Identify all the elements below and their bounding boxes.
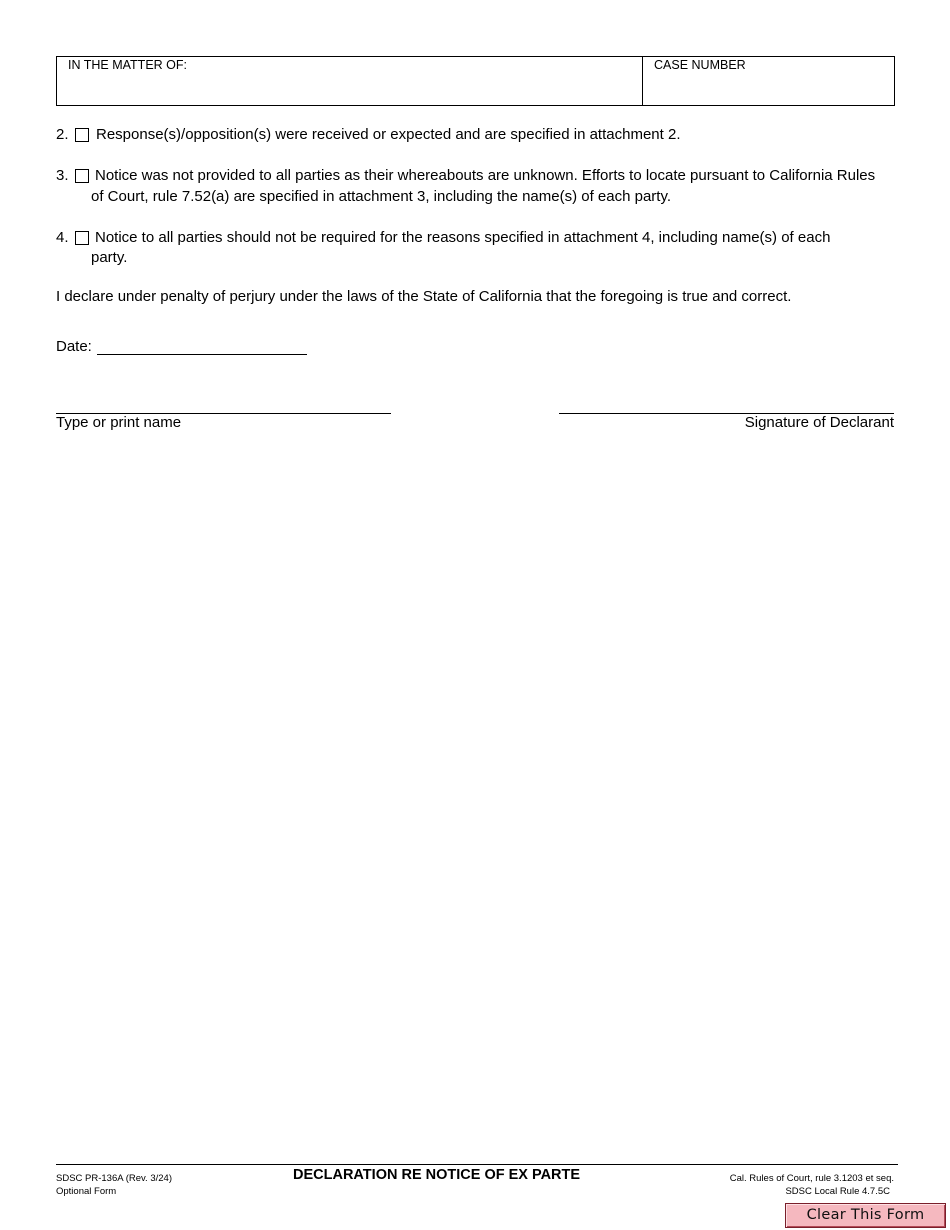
form-type: Optional Form — [56, 1186, 117, 1197]
item-4-text-line2: party. — [91, 249, 128, 266]
name-label: Type or print name — [56, 414, 182, 431]
item-2-checkbox[interactable] — [75, 128, 89, 142]
date-label: Date: — [56, 338, 92, 355]
case-number-field[interactable] — [645, 74, 891, 102]
case-number-label: CASE NUMBER — [654, 58, 746, 72]
item-3-text-line1: Notice was not provided to all parties as their whereabouts are unknown. Efforts to locate pursuant to California Rules — [95, 167, 876, 184]
item-3-number: 3. — [56, 167, 69, 184]
form-title: DECLARATION RE NOTICE OF EX PARTE — [293, 1167, 581, 1183]
item-4-text-line1: Notice to all parties should not be required for the reasons specified in attachment 4, including name(s) of each — [95, 229, 831, 246]
matter-label: IN THE MATTER OF: — [68, 58, 187, 72]
signature-label: Signature of Declarant — [744, 414, 894, 431]
item-4-checkbox[interactable] — [75, 231, 89, 245]
declaration-statement: I declare under penalty of perjury under the laws of the State of California that the foregoing is true and correct. — [56, 288, 792, 305]
matter-field[interactable] — [58, 74, 640, 102]
header-divider — [642, 56, 643, 106]
item-3-checkbox[interactable] — [75, 169, 89, 183]
date-field[interactable] — [97, 334, 307, 353]
rule-citation-2: SDSC Local Rule 4.7.5C — [785, 1186, 890, 1197]
item-4-number: 4. — [56, 229, 69, 246]
form-id: SDSC PR-136A (Rev. 3/24) — [56, 1173, 172, 1184]
item-2-number: 2. — [56, 126, 69, 143]
clear-form-button[interactable]: Clear This Form — [785, 1203, 946, 1228]
date-line — [97, 354, 307, 355]
footer-rule — [56, 1164, 898, 1165]
name-field[interactable] — [56, 392, 391, 412]
rule-citation-1: Cal. Rules of Court, rule 3.1203 et seq. — [729, 1173, 894, 1184]
item-3-text-line2: of Court, rule 7.52(a) are specified in attachment 3, including the name(s) of each party. — [91, 188, 672, 205]
item-2-text: Response(s)/opposition(s) were received or expected and are specified in attachment 2. — [96, 126, 681, 143]
